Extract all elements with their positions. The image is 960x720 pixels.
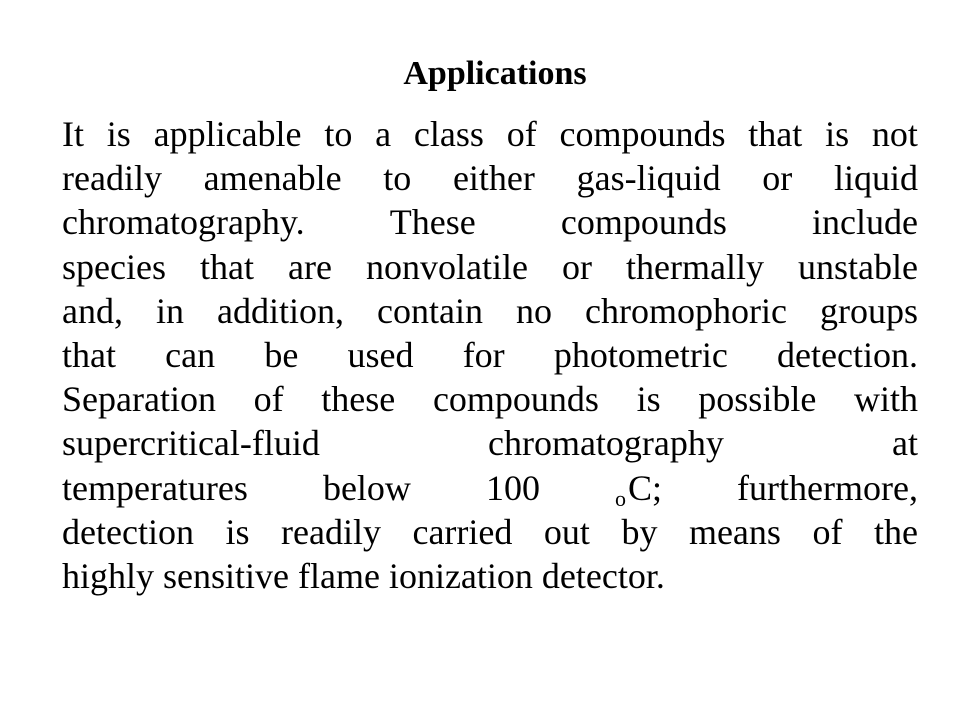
degree-mark: o [614,485,626,511]
paragraph-line-temperature [62,466,918,510]
temperature-value: 100 [485,467,540,508]
paragraph-line: highly sensitive flame ionization detector. [62,555,665,596]
temperature-word: temperatures [62,467,248,508]
paragraph-line: Separation of these compounds is possible with [62,379,918,420]
paragraph-line: readily amenable to either gas-liquid or liquid [62,158,918,199]
paragraph-line: It is applicable to a class of compounds that is not [62,114,918,154]
below-word: below [322,467,411,508]
paragraph-line: and, in addition, contain no chromophoric groups [62,290,918,331]
unit-text: C; [627,467,662,508]
paragraph-line: chromatography. These compounds include [62,202,918,243]
slide-title: Applications [403,55,587,92]
body-paragraph [62,112,918,598]
paragraph-line: detection is readily carried out by means of the [62,511,918,552]
furthermore-word: furthermore, [737,467,918,508]
paragraph-line: that can be used for photometric detection. [62,334,918,375]
paragraph-line: species that are nonvolatile or thermally unstable [62,246,918,287]
paragraph-line: supercritical-fluid chromatography at [62,423,918,464]
